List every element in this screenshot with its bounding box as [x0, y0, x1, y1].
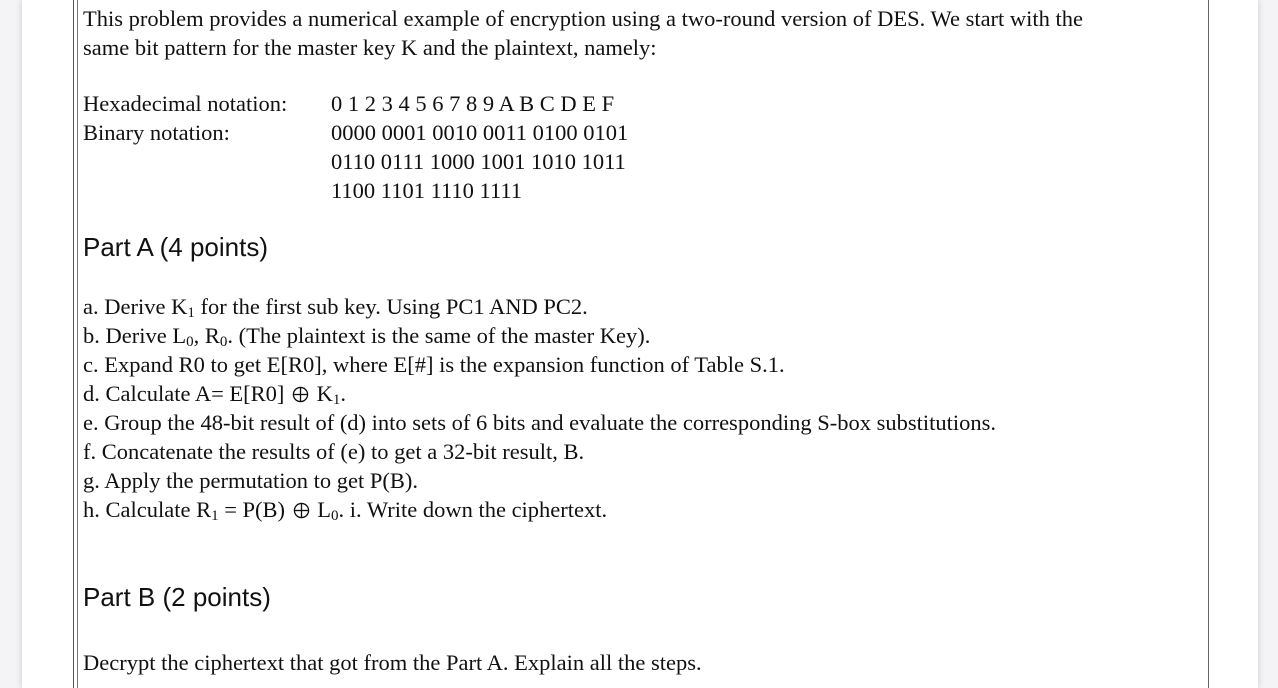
bin-row-1	[83, 118, 628, 147]
part-a-items	[83, 292, 996, 524]
bin-row-3	[83, 176, 628, 205]
bin-value-1: 0000 0001 0010 0011 0100 0101	[331, 120, 629, 145]
circled-plus-icon	[292, 386, 309, 403]
part-b-heading: Part B (2 points)	[83, 582, 271, 612]
hex-value: 0 1 2 3 4 5 6 7 8 9 A B C D E F	[331, 91, 615, 116]
item-g: g. Apply the permutation to get P(B).	[83, 468, 418, 493]
item-d: d. Calculate A= E[R0] $K_1$.	[83, 381, 347, 408]
hex-row	[83, 89, 628, 118]
circled-plus-icon	[293, 502, 310, 519]
bin-row-2	[83, 147, 628, 176]
item-b: b. Derive $L_0$, $R_0$. (The plaintext is the same of the master Key).	[83, 323, 651, 350]
item-e: e. Group the 48-bit result of (d) into sets of 6 bits and evaluate the corresponding S-box substitutions.	[83, 410, 996, 435]
item-c: c. Expand R0 to get E[R0], where E[#] is the expansion function of Table S.1.	[83, 352, 785, 377]
bin-value-2: 0110 0111 1000 1001 1010 1011	[331, 149, 626, 174]
item-f: f. Concatenate the results of (e) to get a 32-bit result, B.	[83, 439, 585, 464]
intro-line-1: This problem provides a numerical example of encryption using a two-round version of DES. We start with the	[83, 6, 1084, 31]
bin-value-3: 1100 1101 1110 1111	[331, 178, 523, 203]
intro-paragraph	[83, 4, 1083, 62]
part-a-heading: Part A (4 points)	[83, 232, 268, 262]
notation-block	[83, 89, 628, 205]
part-b-text: Decrypt the ciphertext that got from the Part A. Explain all the steps.	[83, 650, 702, 675]
item-a: a. Derive $K_1$ for the first sub key. Using PC1 AND PC2.	[83, 294, 588, 321]
bin-label: Binary notation:	[83, 120, 230, 145]
hex-label: Hexadecimal notation:	[83, 91, 288, 116]
intro-line-2: same bit pattern for the master key K and the plaintext, namely:	[83, 35, 657, 60]
item-h: h. Calculate $R_1 = P(B)$ $L_0$. i. Write down the ciphertext.	[83, 497, 608, 524]
frame-right-border	[1208, 0, 1209, 688]
frame-left-border	[73, 0, 74, 688]
